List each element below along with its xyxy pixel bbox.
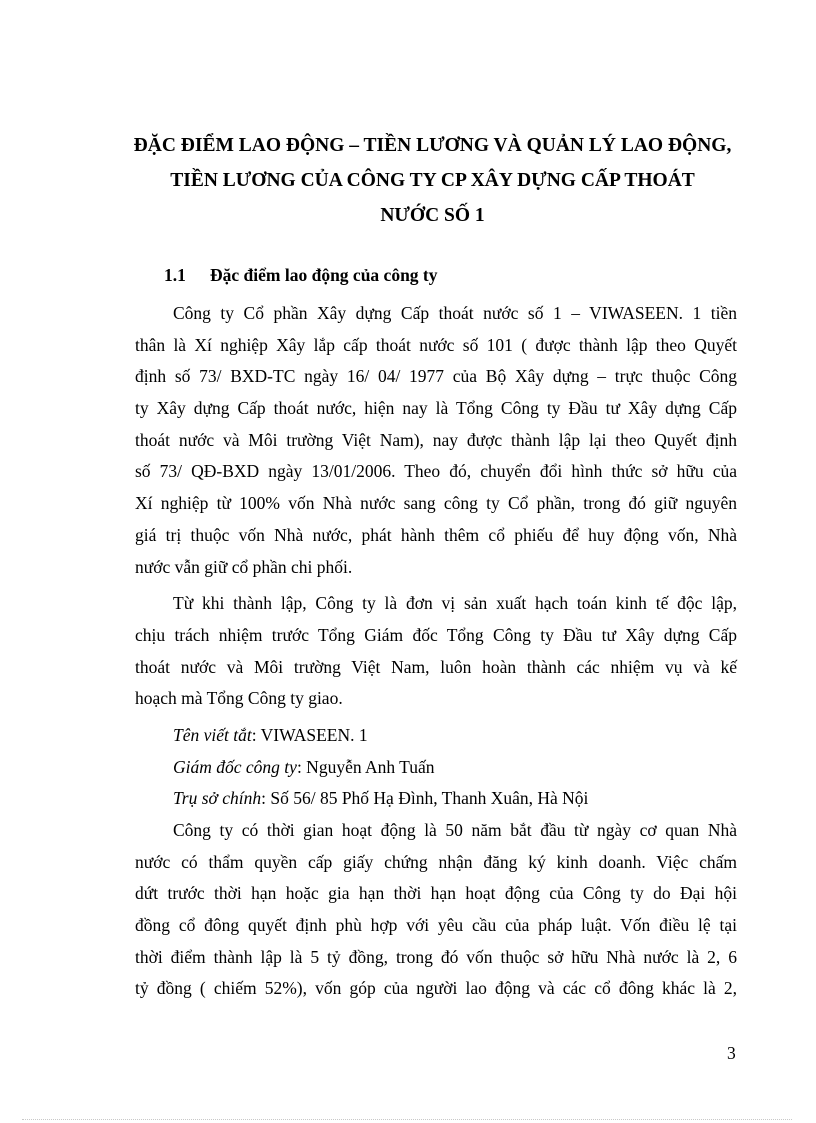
info-label: Giám đốc công ty <box>173 756 297 777</box>
text-line: hoạch mà Tổng Công ty giao. <box>135 688 343 709</box>
text-line: dứt trước thời hạn hoặc gia hạn thời hạn hoạt động của Công ty do Đại hội <box>135 883 737 904</box>
text-line: thoát nước và Môi trường Việt Nam, luôn hoàn thành các nhiệm vụ và kế <box>135 656 737 677</box>
info-label: Tên viết tắt <box>173 724 252 745</box>
section-number: 1.1 <box>164 265 186 285</box>
section-heading <box>164 265 438 286</box>
section-title: Đặc điểm lao động của công ty <box>210 265 438 285</box>
footer-divider <box>22 1119 792 1120</box>
text-line: Xí nghiệp từ 100% vốn Nhà nước sang công ty Cổ phần, trong đó giữ nguyên <box>135 493 737 514</box>
text-line: Từ khi thành lập, Công ty là đơn vị sản xuất hạch toán kinh tế độc lập, <box>173 593 737 614</box>
text-line: Công ty Cổ phần Xây dựng Cấp thoát nước số 1 – VIWASEEN. 1 tiền <box>173 303 737 323</box>
paragraph-1 <box>135 298 737 583</box>
document-title <box>110 128 755 233</box>
title-line: ĐẶC ĐIỂM LAO ĐỘNG – TIỀN LƯƠNG VÀ QUẢN LÝ LAO ĐỘNG, <box>133 135 732 156</box>
text-line: thoát nước và Môi trường Việt Nam), nay được thành lập lại theo Quyết định <box>135 429 737 450</box>
text-line: giá trị thuộc vốn Nhà nước, phát hành thêm cổ phiếu để huy động vốn, Nhà <box>135 524 737 545</box>
text-line: số 73/ QĐ-BXD ngày 13/01/2006. Theo đó, chuyển đổi hình thức sở hữu của <box>135 461 737 482</box>
text-line: tỷ đồng ( chiếm 52%), vốn góp của người lao động và các cổ đông khác là 2, <box>135 978 737 999</box>
body-text <box>135 298 737 1005</box>
info-value: : VIWASEEN. 1 <box>251 724 368 745</box>
text-line: đồng cổ đông quyết định phù hợp với yêu cầu của pháp luật. Vốn điều lệ tại <box>135 915 737 936</box>
paragraph-3 <box>135 815 737 1005</box>
text-line: nước có thẩm quyền cấp giấy chứng nhận đăng ký kinh doanh. Việc chấm <box>135 851 737 872</box>
text-line: Công ty có thời gian hoạt động là 50 năm bắt đầu từ ngày cơ quan Nhà <box>173 820 737 840</box>
page-number: 3 <box>727 1043 736 1063</box>
text-line: nước vẫn giữ cổ phần chi phối. <box>135 556 353 577</box>
text-line: thân là Xí nghiệp Xây lắp cấp thoát nước số 101 ( được thành lập theo Quyết <box>135 334 737 355</box>
info-value: : Số 56/ 85 Phố Hạ Đình, Thanh Xuân, Hà Nội <box>261 788 589 809</box>
text-line: thời điểm thành lập là 5 tỷ đồng, trong đó vốn thuộc sở hữu Nhà nước là 2, 6 <box>135 946 737 967</box>
company-info <box>135 720 737 815</box>
info-row <box>135 720 737 752</box>
text-line: ty Xây dựng Cấp thoát nước, hiện nay là Tổng Công ty Đầu tư Xây dựng Cấp <box>135 398 737 419</box>
text-line: định số 73/ BXD-TC ngày 16/ 04/ 1977 của Bộ Xây dựng – trực thuộc Công <box>135 366 737 387</box>
paragraph-2 <box>135 588 737 715</box>
text-line: chịu trách nhiệm trước Tổng Giám đốc Tổng Công ty Đầu tư Xây dựng Cấp <box>135 624 737 645</box>
title-line: TIỀN LƯƠNG CỦA CÔNG TY CP XÂY DỰNG CẤP THOÁT <box>170 170 695 191</box>
info-row <box>135 752 737 784</box>
title-line: NƯỚC SỐ 1 <box>380 205 485 226</box>
info-row <box>135 783 737 815</box>
info-label: Trụ sở chính <box>173 788 262 809</box>
info-value: : Nguyễn Anh Tuấn <box>296 756 435 777</box>
